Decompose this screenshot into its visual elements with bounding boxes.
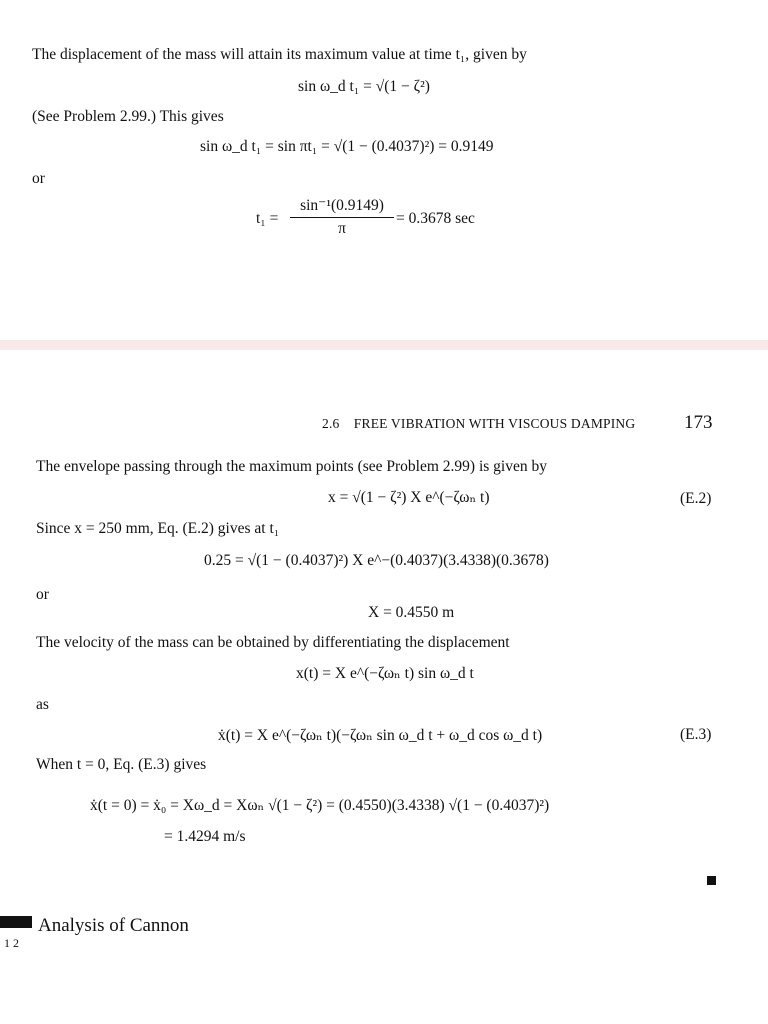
- equation-v0-result: [164, 828, 246, 846]
- equation-sin-omega: [298, 78, 430, 96]
- equation-label-e3-text: (E.3): [680, 726, 712, 743]
- when-text-content: When t = 0, Eq. (E.3) gives: [36, 756, 207, 773]
- or-text-1: [32, 170, 45, 188]
- as-text-content: as: [36, 696, 49, 713]
- since-text: [36, 520, 279, 538]
- page-break: [0, 340, 768, 350]
- or-text-2: [36, 586, 49, 604]
- equation-X: [368, 604, 454, 622]
- equation-v0: [90, 796, 549, 815]
- t1-fraction: [290, 196, 394, 238]
- equation-label-e3: [680, 726, 711, 744]
- t1-lhs-text: t₁ =: [256, 210, 279, 227]
- page-number-text: 173: [684, 412, 713, 433]
- section-marker-bar: [0, 916, 32, 928]
- t1-rhs-text: = 0.3678 sec: [396, 210, 475, 227]
- equation-e2-text: x = √(1 − ζ²) X e^(−ζωₙ t): [328, 489, 490, 506]
- partial-page-number: [4, 936, 19, 951]
- t1-lhs: [256, 210, 278, 228]
- envelope-text: [36, 458, 547, 476]
- t1-fraction-denominator: π: [338, 220, 346, 237]
- equation-xt-text: x(t) = X e^(−ζωₙ t) sin ω_d t: [296, 665, 474, 682]
- equation-sin-pi-t1-text: sin ω_d t₁ = sin πt₁ = √(1 − (0.4037)²) = 0.9149: [200, 138, 494, 155]
- equation-sin-pi-t1: [200, 138, 494, 156]
- intro-text-content: The displacement of the mass will attain its maximum value at time t₁, given by: [32, 46, 527, 63]
- equation-v0-result-text: = 1.4294 m/s: [164, 828, 246, 845]
- equation-sin-omega-text: sin ω_d t₁ = √(1 − ζ²): [298, 78, 430, 95]
- section-number: 2.6: [322, 416, 340, 431]
- page-number: [684, 412, 713, 434]
- equation-v0-text: ẋ(t = 0) = ẋ₀ = Xω_d = Xωₙ √(1 − ζ²) = (0.4550)(3.4338) √(1 − (0.4037)²): [90, 797, 550, 814]
- as-text: [36, 696, 49, 714]
- intro-text: [32, 46, 527, 64]
- t1-rhs: [396, 210, 475, 228]
- envelope-text-content: The envelope passing through the maximum points (see Problem 2.99) is given by: [36, 458, 547, 475]
- next-section-title-text: Analysis of Cannon: [38, 915, 189, 936]
- see-problem-content: (See Problem 2.99.) This gives: [32, 108, 224, 125]
- equation-label-e2-text: (E.2): [680, 490, 712, 507]
- when-text: [36, 756, 206, 774]
- or-text-1-content: or: [32, 170, 45, 187]
- equation-e2: [328, 488, 490, 507]
- equation-label-e2: [680, 490, 711, 508]
- equation-e3: [218, 726, 542, 745]
- equation-X-text: X = 0.4550 m: [368, 604, 455, 621]
- running-header: [322, 416, 635, 432]
- see-problem-text: [32, 108, 224, 126]
- equation-e3-text: ẋ(t) = X e^(−ζωₙ t)(−ζωₙ sin ω_d t + ω_d cos ω_d t): [218, 727, 543, 744]
- velocity-text: [36, 634, 510, 652]
- partial-page-number-text: 1 2: [4, 936, 19, 950]
- end-of-example-mark: [707, 876, 716, 885]
- equation-025: [204, 552, 549, 570]
- next-section-title: [38, 915, 189, 937]
- equation-xt: [296, 664, 474, 683]
- equation-025-text: 0.25 = √(1 − (0.4037)²) X e^−(0.4037)(3.4338)(0.3678): [204, 552, 549, 569]
- section-title: FREE VIBRATION WITH VISCOUS DAMPING: [353, 416, 636, 431]
- or-text-2-content: or: [36, 586, 49, 603]
- since-text-content: Since x = 250 mm, Eq. (E.2) gives at t₁: [36, 520, 280, 537]
- velocity-text-content: The velocity of the mass can be obtained by differentiating the displacement: [36, 634, 510, 651]
- t1-fraction-numerator: sin⁻¹(0.9149): [300, 197, 384, 214]
